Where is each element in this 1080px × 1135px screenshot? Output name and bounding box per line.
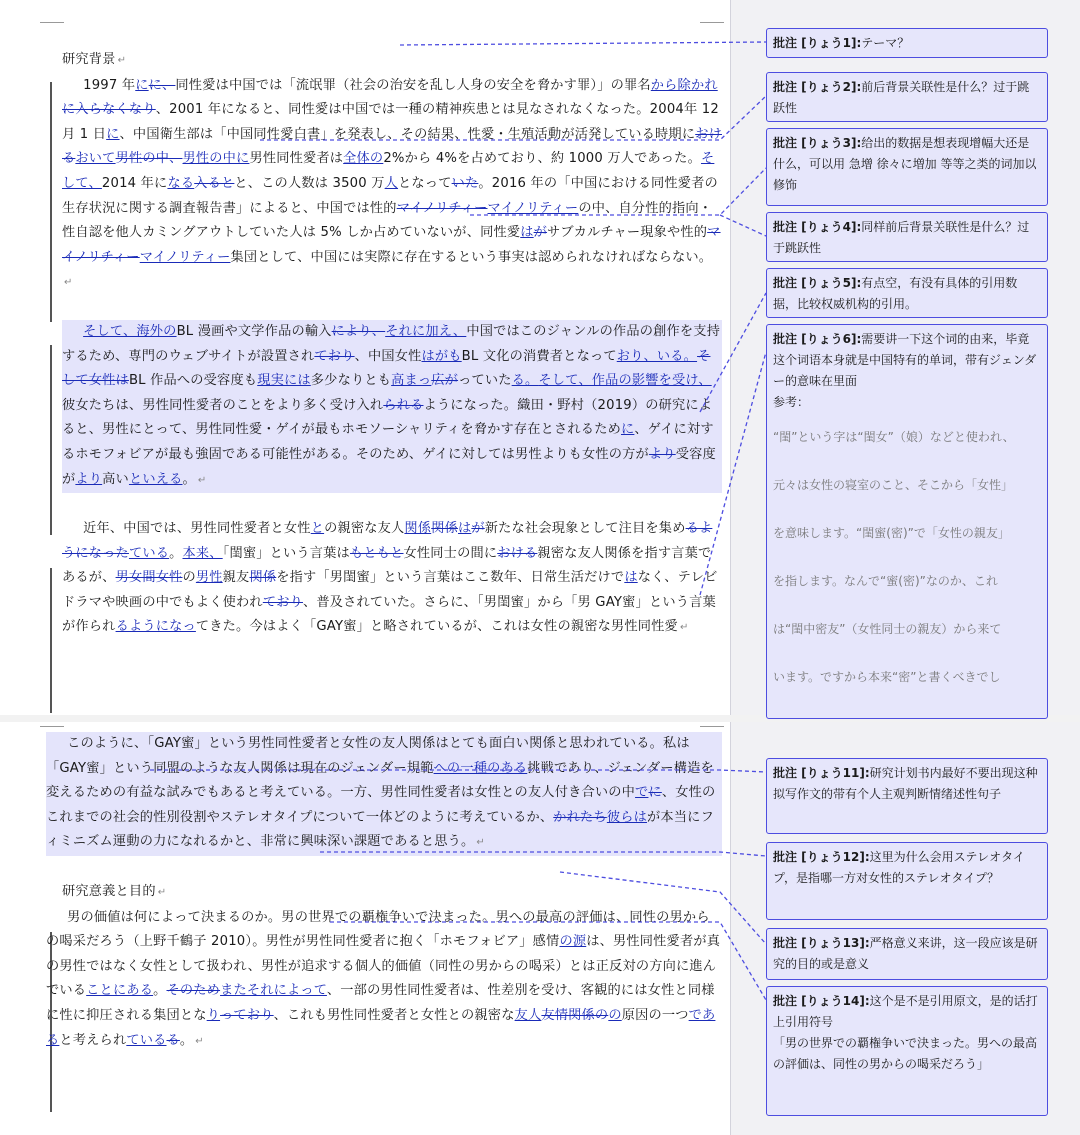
connector-3 — [470, 168, 766, 215]
deletion: そのため — [166, 983, 221, 999]
insertion: それに加え、 — [385, 323, 467, 339]
text-run: 、2001 年になると、同性愛は中国では一種の精神疾患とは見なされなくなった。 — [155, 102, 650, 118]
connector-11 — [150, 770, 766, 772]
text-run: 。 — [169, 545, 183, 561]
insertion: といえる — [128, 471, 183, 487]
text-run: という言葉は — [269, 545, 350, 561]
text-run: 同性愛は中国では「流氓罪（社会の治安を乱し人身の安全を脅かす罪）」の罪名 — [175, 77, 651, 93]
comment-ref-line: を指します。なんで“蜜(密)”なのか、これ — [773, 574, 998, 588]
insertion: またそれによって — [220, 983, 327, 999]
deletion: ており — [314, 348, 355, 364]
deletion: に、 — [148, 77, 176, 93]
comment-tag: 批注 [りょう12]: — [773, 850, 870, 864]
text-run: BL 作品への受容度も — [128, 373, 258, 389]
insertion: 友人 — [514, 1007, 542, 1023]
insertion: はがも — [421, 348, 462, 364]
text-run: 、ゲイに対するホモフォビアが最も強固である可能性がある。そのため、ゲイに対しては男性よりも女性の方が — [62, 422, 714, 462]
comment-tag: 批注 [りょう4]: — [773, 220, 862, 234]
insertion: に — [135, 77, 149, 93]
insertion: の — [608, 1007, 622, 1023]
comment-text: 严格意义来讲，这一段应该是研究的目的或是意义 — [773, 936, 1038, 971]
insertion: の源 — [559, 934, 587, 950]
deletion: るようになった — [62, 521, 713, 561]
paragraph-mark: ↵ — [679, 622, 689, 634]
insertion: おり、いる。 — [616, 348, 698, 364]
text-run: の中、自分性的指向・性自認を他人カミングアウトしていた人は 5% しか占めていないが、同性愛 — [62, 200, 713, 241]
deletion: に入らなくなり — [62, 102, 156, 118]
insertion: そして、 — [62, 151, 715, 191]
deletion: 広が — [431, 373, 459, 389]
text-run: 近年、中国では、男性同性愛者と女性 — [83, 521, 311, 537]
insertion: る。 — [511, 373, 539, 389]
text-run: 、中国女性 — [354, 348, 422, 364]
text-run: の — [182, 570, 196, 586]
comment-quote: 「男の世界での覇権争いで決まった。男への最高の評価は、同性の男からの喝采だろう」 — [773, 1036, 1038, 1071]
insertion: ことにある — [86, 983, 154, 999]
insertion: に — [620, 422, 635, 438]
text-run: サブカルチャー現象や性的 — [547, 225, 708, 241]
comment-tag: 批注 [りょう14]: — [773, 994, 870, 1008]
comment-text: 同样前后背景关联性是什么？过于跳跃性 — [773, 220, 1030, 255]
text-run: 多少なりとも — [310, 373, 392, 389]
insertion: マイノリティー — [139, 249, 231, 265]
deletion: 入ると — [194, 175, 235, 191]
text-run: 、女性のこれまでの社会的性別役割やステレオタイプについて一体どのように考えているか、 — [46, 785, 716, 825]
text-run: の親密な友人 — [324, 521, 405, 537]
text-run: 。2016 年の「中国における同性愛者の生存状況に関する調査報告書」によると、中国では性的 — [62, 175, 718, 216]
text-run: 男の価値は何によって決まるのか。男の世界での覇権争いで決まった。男への最高の評価は、同性の男からの喝采だろう（上野千鶴子 2010）。男性が男性同性愛者に抱く「ホモフォビア」感情 — [46, 909, 710, 950]
insertion: るようになっ — [115, 619, 196, 635]
text-run: 集団として、中国には実際に存在するという事実は認められなければならない。 — [230, 249, 713, 265]
comment-text: 前后背景关联性是什么？过于跳跃性 — [773, 80, 1030, 115]
text-run: 親密な友人関係を指す言葉であるが、 — [62, 545, 712, 586]
insertion: は — [624, 570, 638, 586]
insertion: への一種のある — [433, 760, 528, 776]
insertion: 全体の — [343, 151, 384, 167]
text-run: 、中国衛生部は「中国同性愛白書」を発表し、その結果、性愛・生殖活動が活発している時期に — [119, 126, 696, 142]
deletion: により、 — [331, 323, 386, 339]
comment-text: 需要讲一下这个词的由来，毕竟这个词语本身就是中国特有的单词，带有ジェンダー的意味在里面 — [773, 332, 1037, 388]
text-run: 。 — [153, 983, 167, 999]
text-run: 女性同士の間に — [403, 545, 498, 561]
comment-text: 研究计划书内最好不要出现这种拟写作文的带有个人主观判断情绪述性句子 — [773, 766, 1038, 801]
comment-text: 这个是不是引用原文，是的话打上引用符号 — [773, 994, 1038, 1029]
insertion: おいて — [75, 151, 116, 167]
text-run: 。 — [182, 471, 196, 487]
insertion: 本来、 — [182, 545, 223, 561]
comment-text: 有点空，有没有具体的引用数据，比较权威机构的引用。 — [773, 276, 1018, 311]
text-run: BL 漫画や文学作品の輸入 — [176, 323, 332, 339]
insertion: は — [457, 521, 472, 537]
text-run: 。 — [179, 1032, 194, 1048]
document-page-2 — [0, 722, 1080, 1135]
deletion: マイノリチィー — [396, 200, 488, 216]
connector-14 — [330, 922, 766, 1000]
text-run: てきた。今はよく「GAY蜜」と略されているが、これは女性の親密な男性同性愛 — [195, 619, 678, 635]
insertion: そして、作品の影響を受け、 — [538, 373, 712, 389]
deletion: 関係 — [249, 570, 277, 586]
connector-5 — [700, 293, 766, 412]
comment-text: テーマ？ — [861, 36, 910, 50]
deletion: おける — [62, 126, 722, 167]
paragraph-mark: ↵ — [195, 1035, 204, 1047]
insertion: は — [520, 225, 534, 241]
text-run: ようになった。織田・野村（2019）の研究によると、男性にとって、男性同性愛・ゲイが最もホモソーシャリティを脅かす存在とされるため — [62, 397, 713, 438]
insertion: 彼らは — [606, 809, 648, 825]
text-run: と、この人数は 3500 万 — [234, 175, 385, 191]
text-run: となって — [398, 175, 452, 191]
text-run: なく、テレビドラマや映画の中でもよく使われ — [62, 570, 718, 610]
comment-tag: 批注 [りょう1]: — [773, 36, 862, 50]
comment-text: 给出的数据是想表现增幅大还是什么，可以用 急增 徐々に増加 等等之类的词加以修饰 — [773, 136, 1037, 192]
text-run: 2004年 12 月 1 日 — [62, 102, 719, 142]
insertion: 高まっ — [391, 373, 432, 389]
text-run: 新たな社会現象として注目を集め — [484, 521, 686, 537]
text-run: 2014 年に — [101, 175, 168, 191]
deletion: 男女間女性 — [115, 570, 183, 586]
comment-ref-line: を意味します。“閨蜜(密)”で「女性の親友」 — [773, 526, 1010, 540]
insertion: より — [75, 471, 103, 487]
deletion: が — [471, 521, 485, 537]
insertion: 人 — [384, 175, 399, 191]
deletion: ており — [262, 594, 303, 610]
deletion: が — [533, 225, 548, 241]
text-run: 原因の一つ — [621, 1007, 689, 1023]
deletion: もともと — [349, 545, 404, 561]
comment-tag: 批注 [りょう6]: — [773, 332, 862, 346]
deletion: そして女性は — [62, 348, 711, 389]
comment-tag: 批注 [りょう11]: — [773, 766, 870, 780]
deletion: おける — [497, 545, 538, 561]
deletion: 男性の中、 — [115, 151, 183, 167]
connector-1 — [400, 42, 766, 45]
insertion: そして、海外の — [83, 323, 177, 339]
text-run: 1997 年 — [83, 77, 136, 93]
text-run: 、これも男性同性愛者と女性との親密な — [273, 1007, 515, 1023]
comment-ref-line: います。ですから本来“密”と書くべきでし — [773, 670, 1001, 684]
text-run: が本当にフィミニズム運動の力になれるかと、非常に興味深い課題であると思う。 — [46, 809, 714, 850]
comment-text: 这里为什么会用ステレオタイプ，是指哪一方对女性的ステレオタイプ？ — [773, 850, 1025, 885]
comment-tag: 批注 [りょう2]: — [773, 80, 862, 94]
text-run: 高い — [102, 471, 129, 487]
text-run: 親友 — [222, 570, 250, 586]
text-run: 男性同性愛者は — [249, 151, 344, 167]
text-run: このように、「GAY蜜」という男性同性愛者と女性の友人関係はとても面白い関係と思われている。私は「GAY蜜」という同盟のような友人関係は現在のジェンダー規範 — [46, 736, 690, 776]
text-run: 2%から 4%を占めており、約 1000 万人であった。 — [383, 151, 701, 167]
comment-ref-line: “閨”という字は“閨女”（娘）などと使われ、 — [773, 430, 1015, 444]
paragraph-mark: ↵ — [64, 277, 73, 289]
insertion: 男性の中に — [182, 151, 250, 167]
paragraph-mark: ↵ — [476, 837, 485, 849]
comment-tag: 批注 [りょう13]: — [773, 936, 870, 950]
connector-2 — [260, 96, 766, 140]
insertion: 男性 — [195, 570, 223, 586]
insertion: 現実には — [257, 373, 311, 389]
connector-4 — [720, 215, 766, 236]
text-run: 中国ではこのジャンルの作品の創作を支持するため、専門のウェブサイトが設置され — [62, 323, 721, 364]
deletion: っており — [220, 1007, 274, 1023]
comment-ref-line: 元々は女性の寝室のこと、そこから「女性」 — [773, 478, 1014, 492]
deletion: られる — [383, 397, 424, 413]
connector-13 — [560, 872, 766, 944]
insertion: 関係 — [404, 521, 432, 537]
deletion: 友情関係の — [541, 1007, 609, 1023]
insertion: マイノリティー — [487, 200, 579, 216]
deletion: より — [648, 446, 676, 462]
section-heading-2: 研究意義と目的 ↵ — [62, 883, 167, 899]
connector-6 — [700, 352, 766, 595]
text-run: を指す「男閨蜜」という言葉はここ数年、日常生活だけで — [276, 570, 625, 586]
insertion: なる — [167, 175, 195, 191]
deletion: かれたち — [553, 809, 607, 825]
comment-connectors-2 — [0, 722, 1080, 1135]
deletion: る — [166, 1032, 180, 1048]
deletion: いた — [451, 175, 479, 191]
comment-tag: 批注 [りょう5]: — [773, 276, 862, 290]
insertion: り — [206, 1007, 221, 1023]
deletion: 関係 — [431, 521, 458, 537]
deletion: マイノリチィー — [62, 225, 721, 265]
text-run: 「閨蜜」 — [222, 545, 270, 561]
text-run: は、男性同性愛者が真の男性ではなく女性として扱われ、男性が追求する個人的価値（同性の男からの喝采）とは正反対の方向に進んでいる — [46, 934, 721, 999]
comment-ref-label: 参考： — [773, 395, 810, 409]
text-run: と考えられ — [59, 1032, 127, 1048]
insertion: に — [106, 126, 120, 142]
text-run: 、普及されていた。さらに、「男閨蜜」から「男 GAY蜜」という言葉が作られ — [62, 594, 716, 635]
insertion: と — [310, 521, 325, 537]
deletion: に — [648, 785, 662, 801]
insertion: で — [635, 785, 649, 801]
paragraph-mark: ↵ — [197, 474, 207, 486]
insertion: ている — [126, 1032, 167, 1048]
text-run: 受容度が — [62, 446, 716, 487]
text-run: 彼女たちは、男性同性愛者のことをより多く受け入れ — [62, 397, 384, 413]
text-run: 挑戦であり、ジェンダー構造を変えるための有益な試みでもあると考えている。一方、男性同性愛者は女性との友人付き合いの中 — [46, 760, 714, 801]
insertion: である — [46, 1007, 716, 1048]
text-run: BL 文化の消費者となって — [461, 348, 617, 364]
text-run: 、一部の男性同性愛者は、性差別を受け、客観的には女性と同様に性に抑圧される集団とな — [46, 983, 715, 1023]
text-run: っていた — [458, 373, 512, 389]
connector-12 — [320, 852, 766, 856]
insertion: ている — [128, 545, 170, 561]
insertion: から除かれ — [650, 77, 718, 93]
comment-ref-line: は“閨中密友”（女性同士の親友）から来て — [773, 622, 1002, 636]
section-heading: 研究背景 ↵ — [62, 52, 127, 67]
comment-tag: 批注 [りょう3]: — [773, 136, 862, 150]
